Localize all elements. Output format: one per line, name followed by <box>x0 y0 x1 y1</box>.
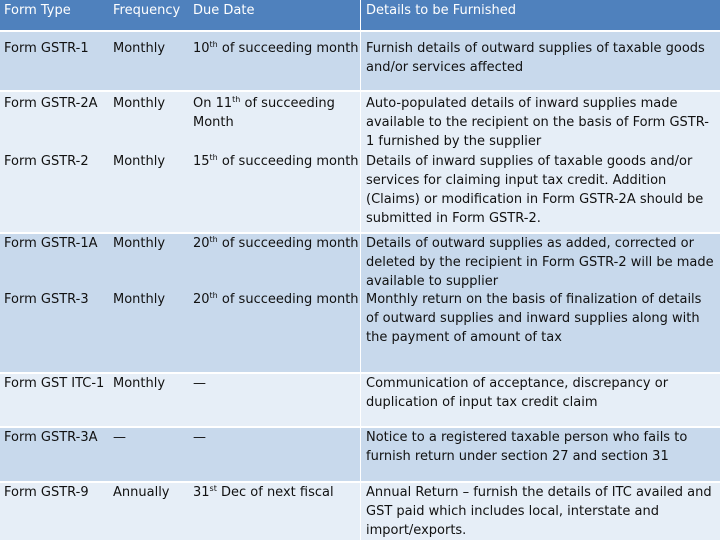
due-date-cell <box>189 483 359 540</box>
due-date-suffix: th <box>209 235 218 244</box>
due-date-suffix: th <box>209 40 218 49</box>
frequency-cell: — <box>113 430 126 445</box>
due-date-cell <box>189 92 359 150</box>
due-date-cell <box>189 290 359 372</box>
due-date-main: — <box>193 430 206 445</box>
form-cell: Form GSTR-2A <box>4 96 98 111</box>
due-date-main: 31 <box>193 485 210 500</box>
due-date-cell <box>189 150 359 232</box>
due-date-main: 20 <box>193 292 210 307</box>
details-cell: Details of inward supplies of taxable goods and/or services for claiming input tax credit. Addition (Claims) or modification in Form GSTR-2A should be submitted in Form GSTR-2. <box>366 154 704 226</box>
details-cell: Notice to a registered taxable person who fails to furnish return under section 27 and section 31 <box>366 430 688 464</box>
due-date-rest: of succeeding month <box>217 41 359 56</box>
column-divider <box>360 0 361 540</box>
header-frequency: Frequency <box>113 3 181 18</box>
details-cell: Monthly return on the basis of finalization of details of outward supplies and inward supplies along with the payment of amount of tax <box>366 292 702 345</box>
details-cell: Auto-populated details of inward supplies made available to the recipient on the basis of Form GSTR-1 furnished by the supplier <box>366 96 709 149</box>
header-details: Details to be Furnished <box>366 3 517 18</box>
frequency-cell: Monthly <box>113 154 166 169</box>
header-due-date: Due Date <box>193 3 255 18</box>
frequency-cell: Monthly <box>113 292 166 307</box>
form-cell: Form GSTR-9 <box>4 485 89 500</box>
due-date-cell <box>189 374 359 426</box>
form-cell: Form GSTR-3 <box>4 292 89 307</box>
frequency-cell: Annually <box>113 485 170 500</box>
due-date-rest: of succeeding month <box>217 292 359 307</box>
due-date-suffix: th <box>209 153 218 162</box>
due-date-rest: of succeeding Month <box>193 96 335 130</box>
due-date-main: 15 <box>193 154 210 169</box>
form-cell: Form GSTR-3A <box>4 430 98 445</box>
due-date-rest: of succeeding month <box>217 154 359 169</box>
form-cell: Form GST ITC-1 <box>4 376 105 391</box>
due-date-main: On 11 <box>193 96 233 111</box>
due-date-main: 20 <box>193 236 210 251</box>
due-date-main: 10 <box>193 41 210 56</box>
due-date-suffix: th <box>209 291 218 300</box>
due-date-suffix: st <box>209 484 217 493</box>
due-date-main: — <box>193 376 206 391</box>
due-date-rest: Dec of next fiscal <box>216 485 334 500</box>
due-date-cell <box>189 32 359 90</box>
due-date-cell <box>189 234 359 290</box>
details-cell: Communication of acceptance, discrepancy or duplication of input tax credit claim <box>366 376 669 410</box>
frequency-cell: Monthly <box>113 376 166 391</box>
details-cell: Furnish details of outward supplies of taxable goods and/or services affected <box>366 41 705 75</box>
details-cell: Details of outward supplies as added, corrected or deleted by the recipient in Form GSTR-2 will be made available to supplier <box>366 236 714 289</box>
form-cell: Form GSTR-1 <box>4 41 89 56</box>
due-date-cell <box>189 428 359 481</box>
due-date-rest: of succeeding month <box>217 236 359 251</box>
due-date-suffix: th <box>232 95 241 104</box>
frequency-cell: Monthly <box>113 236 166 251</box>
form-cell: Form GSTR-2 <box>4 154 89 169</box>
frequency-cell: Monthly <box>113 96 166 111</box>
details-cell: Annual Return – furnish the details of ITC availed and GST paid which includes local, interstate and import/exports. <box>366 485 712 538</box>
form-cell: Form GSTR-1A <box>4 236 98 251</box>
frequency-cell: Monthly <box>113 41 166 56</box>
header-form-type: Form Type <box>4 3 71 18</box>
